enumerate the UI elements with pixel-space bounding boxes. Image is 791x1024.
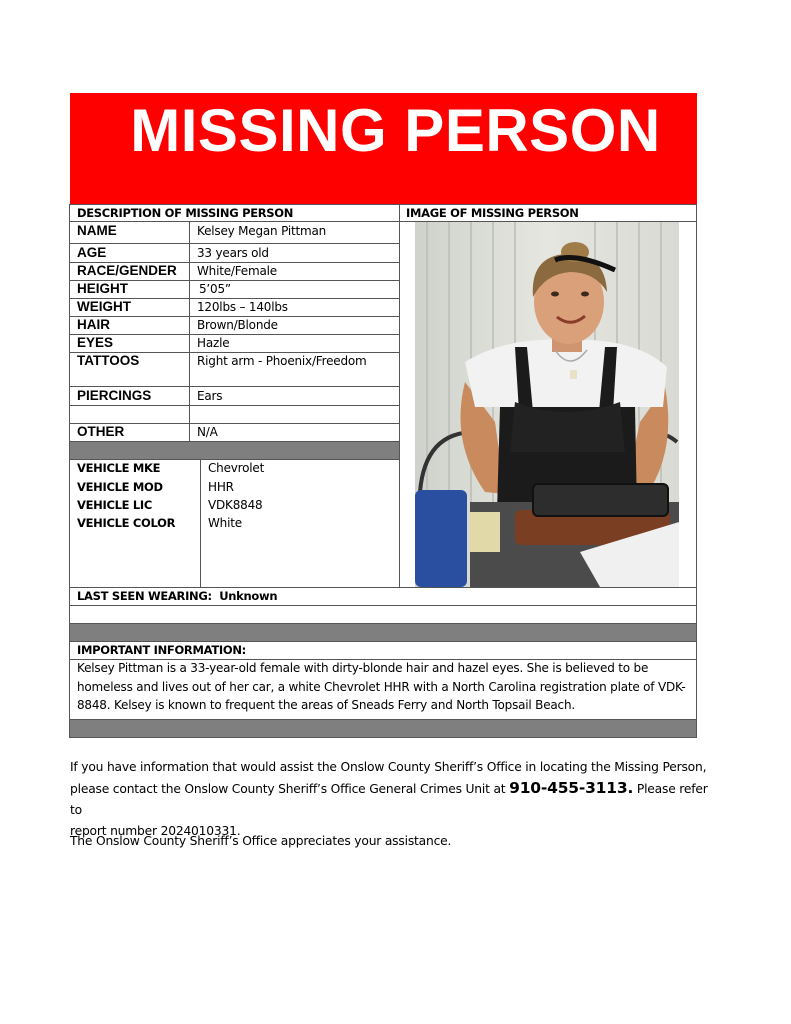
vehicle-color-label: VEHICLE COLOR [77, 516, 176, 530]
vehicle-model-label: VEHICLE MOD [77, 480, 163, 494]
eyes-label: EYES [77, 335, 114, 350]
race-gender-value: White/Female [197, 264, 277, 278]
vehicle-color-value: White [208, 516, 242, 530]
missing-person-photo [415, 222, 679, 587]
vehicle-make-label: VEHICLE MKE [77, 461, 161, 475]
age-label: AGE [77, 245, 107, 260]
other-value: N/A [197, 425, 218, 439]
contact-paragraph [70, 757, 710, 842]
description-header: DESCRIPTION OF MISSING PERSON [77, 206, 294, 220]
important-info-line: 8848. Kelsey is known to frequent the areas of Sneads Ferry and North Topsail Beach. [77, 698, 575, 712]
important-info-label: IMPORTANT INFORMATION: [77, 643, 246, 657]
contact-line [70, 778, 710, 821]
important-info-line: homeless and lives out of her car, a white Chevrolet HHR with a North Carolina registration plate of VDK- [77, 679, 686, 694]
important-info-text [77, 659, 695, 715]
last-seen-value: Unknown [219, 589, 278, 603]
banner-title: MISSING PERSON [130, 97, 661, 164]
name-value: Kelsey Megan Pittman [197, 224, 327, 238]
tattoos-label: TATTOOS [77, 353, 140, 368]
piercings-label: PIERCINGS [77, 388, 152, 403]
contact-line-suffix: Please refer to [70, 782, 708, 817]
thanks-line: The Onslow County Sheriff’s Office appreciates your assistance. [70, 834, 452, 848]
piercings-value: Ears [197, 389, 223, 403]
hair-value: Brown/Blonde [197, 318, 278, 332]
name-label: NAME [77, 223, 117, 238]
weight-label: WEIGHT [77, 299, 131, 314]
contact-phone-number: 910-455-3113. [509, 779, 634, 797]
hair-label: HAIR [77, 317, 110, 332]
image-header: IMAGE OF MISSING PERSON [406, 206, 579, 220]
vehicle-lic-value: VDK8848 [208, 498, 263, 512]
age-value: 33 years old [197, 246, 269, 260]
other-label: OTHER [77, 424, 125, 439]
height-value: 5’05” [199, 282, 231, 296]
race-gender-label: RACE/GENDER [77, 263, 177, 278]
last-seen-row [77, 589, 277, 603]
weight-value: 120lbs – 140lbs [197, 300, 288, 314]
eyes-value: Hazle [197, 336, 230, 350]
vehicle-make-value: Chevrolet [208, 461, 265, 475]
important-info-line: Kelsey Pittman is a 33-year-old female with dirty-blonde hair and hazel eyes. She is believed to be [77, 661, 649, 675]
contact-line: If you have information that would assist the Onslow County Sheriff’s Office in locating the Missing Person, [70, 760, 707, 774]
last-seen-label: LAST SEEN WEARING: [77, 589, 212, 603]
vehicle-model-value: HHR [208, 480, 234, 494]
contact-line-prefix: please contact the Onslow County Sheriff’s Office General Crimes Unit at [70, 782, 506, 796]
report-number-line: report number 2024010331. [70, 824, 241, 838]
height-label: HEIGHT [77, 281, 129, 296]
vehicle-lic-label: VEHICLE LIC [77, 498, 153, 512]
tattoos-value: Right arm - Phoenix/Freedom [197, 354, 367, 368]
